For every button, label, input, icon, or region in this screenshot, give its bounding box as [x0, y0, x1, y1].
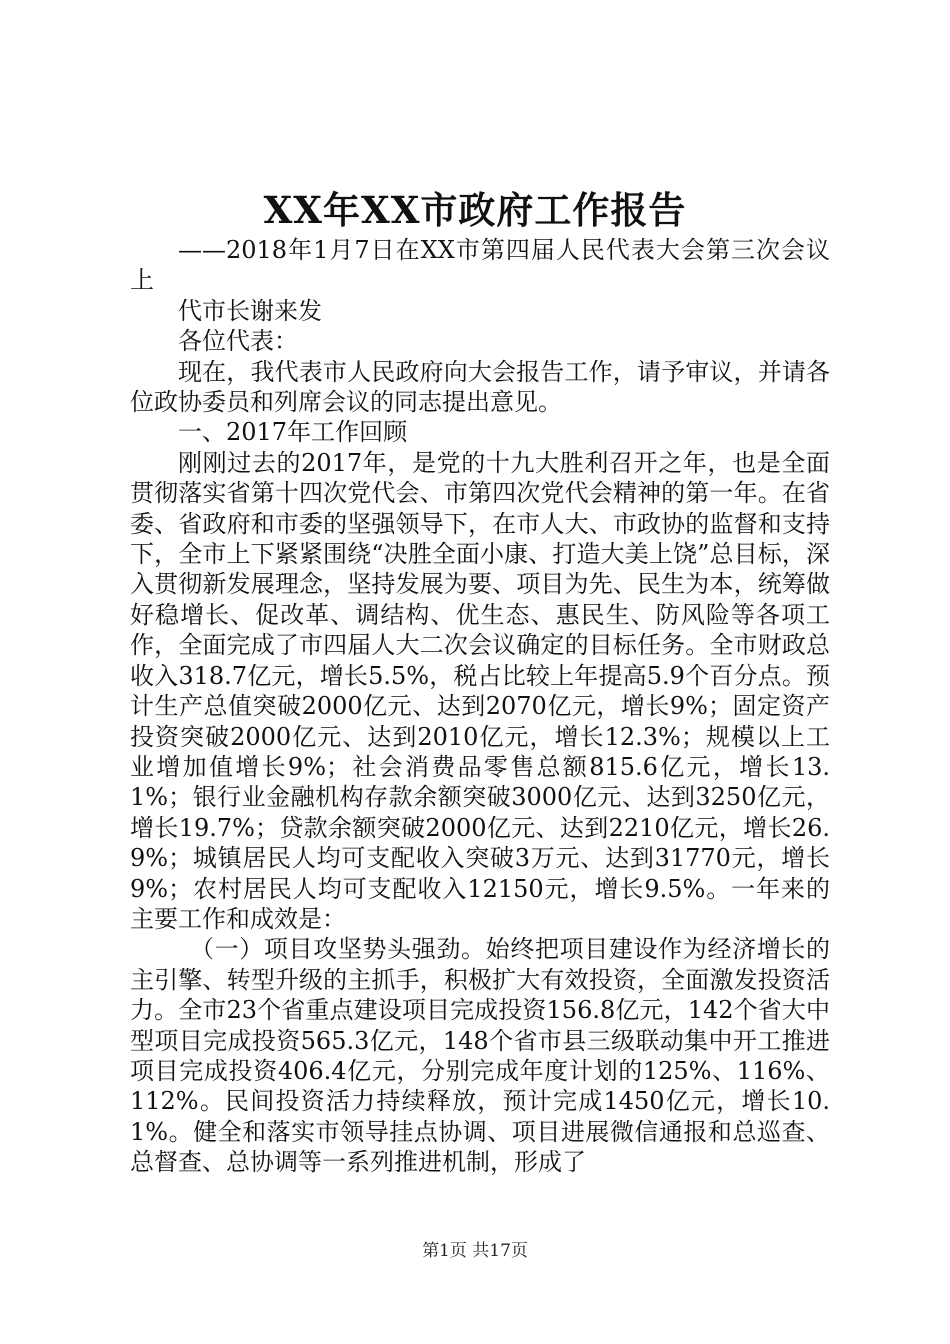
subtitle-occasion: ——2018年1月7日在XX市第四届人民代表大会第三次会议上 [130, 236, 830, 295]
section-heading: 一、2017年工作回顾 [178, 418, 408, 447]
opening-paragraph: 现在，我代表市人民政府向大会报告工作，请予审议，并请各位政协委员和列席会议的同志提出意见。 [130, 357, 830, 417]
speaker-line: 代市长谢来发 [178, 296, 322, 325]
salutation: 各位代表： [178, 327, 298, 356]
subsection-paragraph: （一）项目攻坚势头强劲。始终把项目建设作为经济增长的主引擎、转型升级的主抓手，积极扩大有效投资，全面激发投资活力。全市23个省重点建设项目完成投资156.8亿元，142个省大中型项目完成投资565.3亿元，148个省市县三级联动集中开工推进项目完成投资406.4亿元，分别完成年度计划的125%、116%、112%。民间投资活力持续释放，预计完成1450亿元，增长10.1%。健全和落实市领导挂点协调、项目进展微信通报和总巡查、总督查、总协调等一系列推进机制，形成了 [130, 935, 830, 1177]
review-paragraph: 刚刚过去的2017年，是党的十九大胜利召开之年，也是全面贯彻落实省第十四次党代会、市第四次党代会精神的第一年。在省委、省政府和市委的坚强领导下，在市人大、市政协的监督和支持下，全市上下紧紧围绕“决胜全面小康、打造大美上饶”总目标，深入贯彻新发展理念，坚持发展为要、项目为先、民生为本，统筹做好稳增长、促改革、调结构、优生态、惠民生、防风险等各项工作，全面完成了市四届人大二次会议确定的目标任务。全市财政总收入318.7亿元，增长5.5%，税占比较上年提高5.9个百分点。预计生产总值突破2000亿元、达到2070亿元，增长9%；固定资产投资突破2000亿元、达到2010亿元，增长12.3%；规模以上工业增加值增长9%；社会消费品零售总额815.6亿元，增长13.1%；银行业金融机构存款余额突破3000亿元、达到3250亿元，增长19.7%；贷款余额突破2000亿元、达到2210亿元，增长26.9%；城镇居民人均可支配收入突破3万元、达到31770元，增长9%；农村居民人均可支配收入12150元，增长9.5%。一年来的主要工作和成效是： [130, 448, 830, 933]
document-body [130, 235, 830, 1178]
page-number-footer: 第1页 共17页 [422, 1241, 528, 1261]
document-title: XX年XX市政府工作报告 [263, 188, 687, 232]
